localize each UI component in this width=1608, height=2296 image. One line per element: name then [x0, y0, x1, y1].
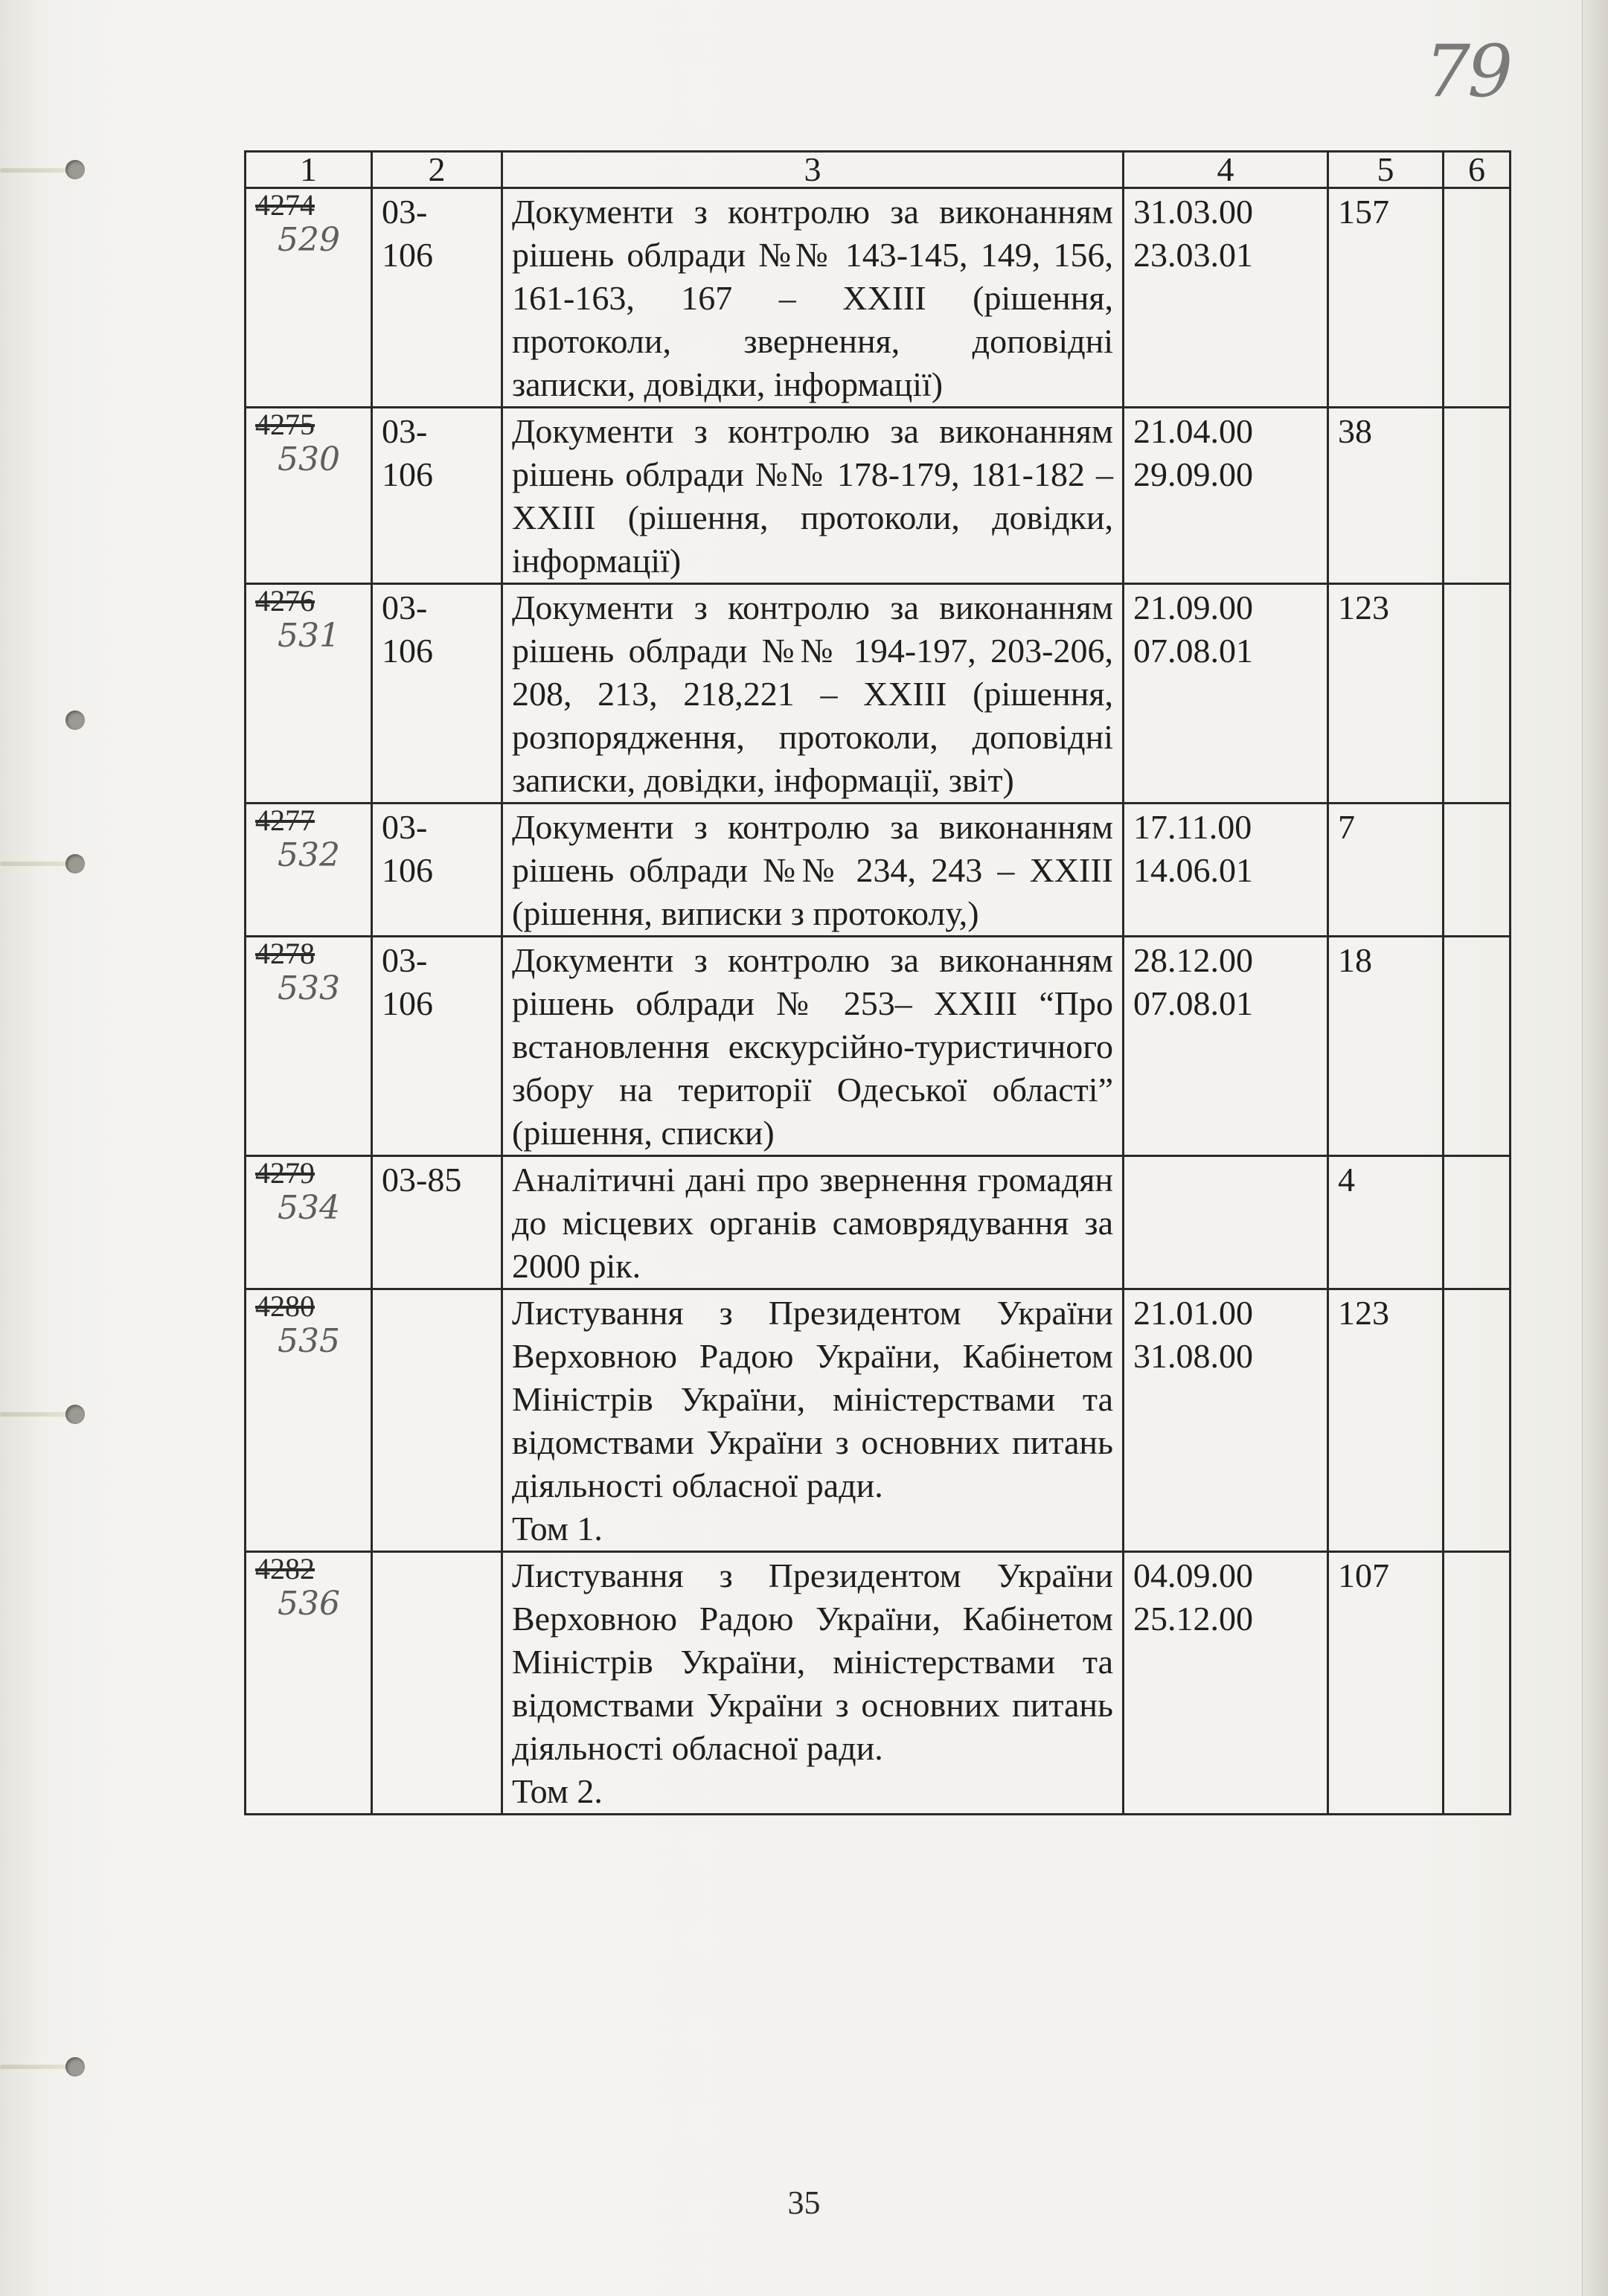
index-cell [372, 1552, 502, 1815]
title-cell [502, 1289, 1124, 1552]
sheet-count: 7 [1338, 808, 1355, 846]
index-cell [372, 188, 502, 408]
dates-cell [1124, 804, 1328, 937]
volume-label: Том 2. [512, 1772, 603, 1810]
date-start: 21.01.00 [1133, 1294, 1253, 1332]
old-case-number: 4278 [255, 937, 315, 970]
sheets-cell [1328, 804, 1444, 937]
date-start: 31.03.00 [1133, 193, 1253, 231]
punch-hole [65, 1405, 85, 1424]
case-title: Документи з контролю за виконанням рішень облради №№ 234, 243 – XXIII (рішення, виписки з протоколу,) [512, 808, 1113, 932]
title-cell [502, 584, 1124, 804]
date-end: 31.08.00 [1133, 1337, 1253, 1375]
case-number-cell [246, 804, 372, 937]
registry-table [244, 150, 1511, 1815]
title-cell [502, 408, 1124, 584]
date-end: 14.06.01 [1133, 851, 1253, 889]
sheet-count: 123 [1338, 589, 1389, 626]
note-cell [1444, 584, 1511, 804]
title-cell [502, 804, 1124, 937]
index-cell [372, 804, 502, 937]
column-header: 3 [502, 152, 1124, 188]
dates-cell [1124, 408, 1328, 584]
new-case-number: 535 [278, 1322, 340, 1360]
table-row [246, 188, 1511, 408]
date-start: 17.11.00 [1133, 808, 1252, 846]
table-row [246, 1289, 1511, 1552]
dates-cell [1124, 584, 1328, 804]
date-end: 29.09.00 [1133, 455, 1253, 493]
volume-label: Том 1. [512, 1510, 603, 1548]
note-cell [1444, 1289, 1511, 1552]
table-row [246, 584, 1511, 804]
archive-page-mark: 79 [1425, 30, 1511, 113]
index-value: 03- 106 [382, 193, 433, 274]
page-edge [1582, 0, 1608, 2296]
index-cell [372, 408, 502, 584]
sheet-count: 123 [1338, 1294, 1389, 1332]
table-row [246, 804, 1511, 937]
dates-cell [1124, 1156, 1328, 1289]
dates-cell [1124, 937, 1328, 1156]
sheet-count: 38 [1338, 412, 1372, 450]
new-case-number: 529 [278, 221, 340, 259]
sheets-cell [1328, 188, 1444, 408]
new-case-number: 530 [278, 440, 340, 478]
column-header: 2 [372, 152, 502, 188]
new-case-number: 534 [278, 1189, 340, 1227]
date-end: 23.03.01 [1133, 236, 1253, 274]
old-case-number: 4282 [255, 1552, 315, 1585]
note-cell [1444, 1552, 1511, 1815]
index-value: 03- 106 [382, 589, 433, 670]
punch-hole [65, 2057, 85, 2077]
punch-hole [65, 711, 85, 730]
case-number-cell [246, 1289, 372, 1552]
date-start: 04.09.00 [1133, 1556, 1253, 1594]
punch-hole [65, 160, 85, 179]
date-start: 28.12.00 [1133, 941, 1253, 979]
note-cell [1444, 1156, 1511, 1289]
sheets-cell [1328, 1289, 1444, 1552]
dates-cell [1124, 1552, 1328, 1815]
sheets-cell [1328, 408, 1444, 584]
case-title: Листування з Президентом України Верховною Радою України, Кабінетом Міністрів України, міністерствами та відомствами України з основних питань діяльності обласної ради. [512, 1294, 1113, 1504]
sheet-count: 18 [1338, 941, 1372, 979]
new-case-number: 532 [278, 836, 340, 874]
index-cell [372, 1156, 502, 1289]
dates-cell [1124, 188, 1328, 408]
note-cell [1444, 408, 1511, 584]
header-row [246, 152, 1511, 188]
sheets-cell [1328, 1552, 1444, 1815]
old-case-number: 4277 [255, 804, 315, 837]
title-cell [502, 1552, 1124, 1815]
new-case-number: 536 [278, 1585, 340, 1623]
sheet-count: 4 [1338, 1161, 1355, 1199]
index-cell [372, 937, 502, 1156]
old-case-number: 4276 [255, 584, 315, 618]
old-case-number: 4274 [255, 188, 315, 222]
index-cell [372, 584, 502, 804]
index-value: 03-85 [382, 1161, 462, 1199]
case-title: Документи з контролю за виконанням рішень облради №№ 178-179, 181-182 – XXIII (рішення, протоколи, довідки, інформації) [512, 412, 1113, 580]
title-cell [502, 1156, 1124, 1289]
new-case-number: 533 [278, 969, 340, 1007]
index-value: 03- 106 [382, 808, 433, 889]
table-row [246, 937, 1511, 1156]
case-number-cell [246, 584, 372, 804]
case-title: Документи з контролю за виконанням рішень облради № 253– XXIII “Про встановлення екскурсійно-туристичного збору на території Одеської області” (рішення, списки) [512, 941, 1113, 1152]
title-cell [502, 937, 1124, 1156]
column-header: 1 [246, 152, 372, 188]
case-number-cell [246, 1156, 372, 1289]
date-end: 07.08.01 [1133, 984, 1253, 1022]
table-row [246, 1156, 1511, 1289]
column-header: 4 [1124, 152, 1328, 188]
sheets-cell [1328, 584, 1444, 804]
case-title: Документи з контролю за виконанням рішень облради №№ 194-197, 203-206, 208, 213, 218,221 – XXIII (рішення, розпорядження, протоколи, доповідні записки, довідки, інформації, звіт) [512, 589, 1113, 799]
title-cell [502, 188, 1124, 408]
old-case-number: 4275 [255, 408, 315, 441]
index-cell [372, 1289, 502, 1552]
column-header: 5 [1328, 152, 1444, 188]
date-start: 21.04.00 [1133, 412, 1253, 450]
old-case-number: 4279 [255, 1156, 315, 1190]
dates-cell [1124, 1289, 1328, 1552]
case-number-cell [246, 1552, 372, 1815]
sheets-cell [1328, 937, 1444, 1156]
sheet-count: 157 [1338, 193, 1389, 231]
page-number: 35 [787, 2184, 821, 2221]
index-value: 03- 106 [382, 941, 433, 1022]
column-header: 6 [1444, 152, 1511, 188]
date-start: 21.09.00 [1133, 589, 1253, 626]
sheets-cell [1328, 1156, 1444, 1289]
punch-hole [65, 854, 85, 873]
case-number-cell [246, 937, 372, 1156]
case-title: Аналітичні дані про звернення громадян до місцевих органів самоврядування за 2000 рік. [512, 1161, 1113, 1285]
date-end: 25.12.00 [1133, 1600, 1253, 1638]
note-cell [1444, 804, 1511, 937]
table-row [246, 408, 1511, 584]
sheet-count: 107 [1338, 1556, 1389, 1594]
old-case-number: 4280 [255, 1289, 315, 1323]
table-row [246, 1552, 1511, 1815]
note-cell [1444, 937, 1511, 1156]
case-number-cell [246, 408, 372, 584]
case-title: Листування з Президентом України Верховною Радою України, Кабінетом Міністрів України, міністерствами та відомствами України з основних питань діяльності обласної ради. [512, 1556, 1113, 1767]
index-value: 03- 106 [382, 412, 433, 493]
case-number-cell [246, 188, 372, 408]
date-end: 07.08.01 [1133, 632, 1253, 670]
note-cell [1444, 188, 1511, 408]
new-case-number: 531 [278, 617, 340, 655]
case-title: Документи з контролю за виконанням рішень облради №№ 143-145, 149, 156, 161-163, 167 – XXIII (рішення, протоколи, звернення, доповідні записки, довідки, інформації) [512, 193, 1113, 403]
